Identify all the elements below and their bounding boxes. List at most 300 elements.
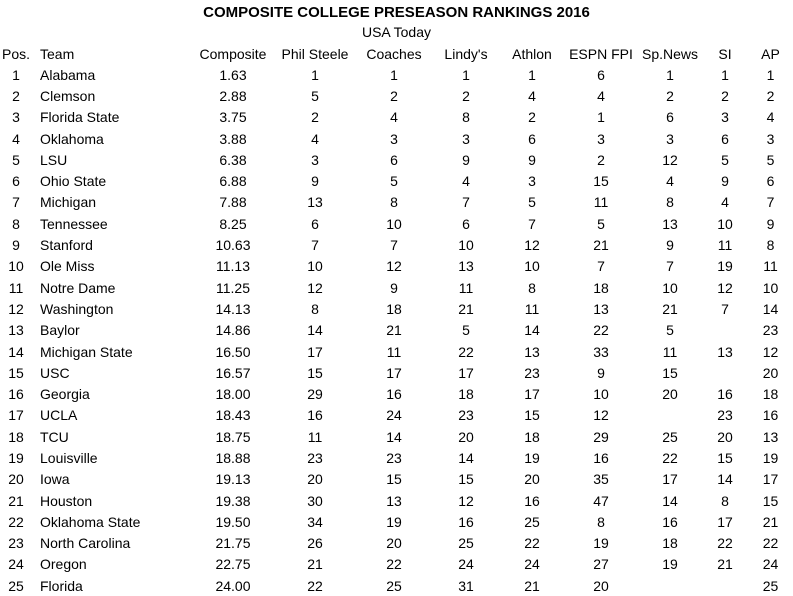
table-row	[0, 234, 793, 255]
cell-athlon: 22	[524, 535, 540, 552]
table-row	[0, 149, 793, 170]
cell-coaches: 8	[390, 194, 398, 211]
cell-espn-fpi: 8	[597, 513, 605, 530]
cell-espn-fpi: 19	[593, 535, 609, 552]
column-header-pos: Pos.	[1, 45, 30, 62]
table-row	[0, 213, 793, 234]
cell-espn-fpi: 2	[597, 151, 605, 168]
cell-si: 11	[717, 237, 733, 254]
cell-espn-fpi: 21	[593, 237, 609, 254]
cell-si: 15	[717, 449, 733, 466]
cell-lindys: 13	[458, 258, 474, 275]
cell-composite: 1.63	[219, 66, 247, 83]
cell-ap: 2	[766, 87, 775, 104]
cell-ap: 14	[762, 300, 779, 317]
cell-si	[702, 575, 748, 596]
cell-phil-steele: 26	[307, 535, 323, 552]
cell-espn-fpi: 10	[593, 386, 609, 403]
cell-team: Oklahoma State	[40, 513, 141, 530]
cell-espn-fpi: 47	[593, 492, 609, 509]
cell-coaches: 4	[390, 109, 398, 126]
cell-lindys: 21	[458, 300, 474, 317]
cell-coaches: 11	[386, 343, 402, 360]
cell-team: Michigan	[40, 194, 97, 211]
cell-lindys: 12	[458, 492, 474, 509]
cell-sp-news: 19	[662, 556, 678, 573]
table-body	[0, 64, 793, 596]
cell-phil-steele: 11	[307, 428, 323, 445]
cell-ap: 11	[763, 258, 778, 275]
column-header-si: SI	[718, 45, 732, 62]
cell-si: 12	[717, 279, 733, 296]
cell-coaches: 13	[386, 492, 402, 509]
cell-coaches: 19	[386, 513, 402, 530]
cell-pos: 1	[12, 66, 20, 83]
cell-lindys: 10	[458, 237, 474, 254]
cell-sp-news: 15	[662, 364, 678, 381]
cell-phil-steele: 20	[307, 471, 323, 488]
cell-espn-fpi: 29	[593, 428, 609, 445]
cell-athlon: 14	[524, 322, 540, 339]
table-row	[0, 128, 793, 149]
cell-pos: 7	[12, 194, 20, 211]
cell-espn-fpi: 35	[593, 471, 609, 488]
cell-composite: 18.75	[215, 428, 251, 445]
cell-team: Oregon	[40, 556, 87, 573]
cell-phil-steele: 3	[311, 151, 319, 168]
cell-espn-fpi: 4	[597, 87, 605, 104]
cell-coaches: 25	[386, 577, 402, 594]
cell-ap: 16	[762, 407, 779, 424]
table-row	[0, 469, 793, 490]
cell-coaches: 7	[390, 237, 398, 254]
cell-coaches: 9	[390, 279, 398, 296]
cell-composite: 6.38	[219, 151, 247, 168]
cell-espn-fpi: 13	[593, 300, 609, 317]
cell-ap: 9	[766, 215, 775, 232]
cell-si: 19	[717, 258, 733, 275]
cell-phil-steele: 1	[311, 66, 319, 83]
cell-pos: 2	[12, 87, 20, 104]
cell-lindys: 14	[458, 449, 474, 466]
cell-team: UCLA	[40, 407, 78, 424]
cell-composite: 8.25	[219, 215, 247, 232]
cell-sp-news: 22	[662, 449, 678, 466]
cell-team: Iowa	[40, 471, 70, 488]
cell-si: 5	[721, 151, 729, 168]
cell-si: 3	[721, 109, 729, 126]
cell-sp-news: 14	[662, 492, 678, 509]
cell-composite: 3.88	[219, 130, 247, 147]
cell-pos: 20	[8, 471, 24, 488]
cell-pos: 16	[8, 386, 24, 403]
cell-espn-fpi: 7	[597, 258, 605, 275]
cell-lindys: 23	[458, 407, 474, 424]
cell-athlon: 12	[524, 237, 540, 254]
page-title: COMPOSITE COLLEGE PRESEASON RANKINGS 2016	[203, 4, 590, 21]
cell-team: Oklahoma	[40, 130, 104, 147]
cell-phil-steele: 22	[307, 577, 323, 594]
cell-coaches: 10	[386, 215, 402, 232]
cell-team: Notre Dame	[40, 279, 116, 296]
cell-athlon: 1	[528, 66, 536, 83]
cell-ap: 8	[766, 237, 775, 254]
cell-athlon: 23	[524, 364, 540, 381]
cell-lindys: 11	[458, 279, 474, 296]
cell-coaches: 5	[390, 173, 398, 190]
cell-sp-news: 16	[662, 513, 678, 530]
table-row	[0, 426, 793, 447]
cell-sp-news: 3	[666, 130, 674, 147]
cell-phil-steele: 8	[311, 300, 319, 317]
cell-pos: 5	[12, 151, 20, 168]
cell-si: 22	[717, 535, 733, 552]
cell-pos: 6	[12, 173, 20, 190]
cell-pos: 23	[8, 535, 24, 552]
cell-si: 4	[721, 194, 729, 211]
cell-sp-news: 17	[662, 471, 678, 488]
cell-team: LSU	[40, 151, 68, 168]
cell-lindys: 18	[458, 386, 474, 403]
cell-ap: 7	[766, 194, 775, 211]
cell-composite: 18.00	[215, 386, 251, 403]
cell-athlon: 17	[524, 386, 540, 403]
cell-composite: 16.57	[215, 364, 251, 381]
cell-si: 10	[717, 215, 733, 232]
cell-lindys: 15	[458, 471, 474, 488]
cell-ap: 18	[762, 386, 779, 403]
cell-phil-steele: 9	[311, 173, 319, 190]
cell-si: 21	[717, 556, 733, 573]
cell-si: 14	[717, 471, 733, 488]
cell-sp-news: 18	[662, 535, 678, 552]
cell-composite: 11.13	[216, 258, 250, 275]
cell-lindys: 6	[462, 215, 470, 232]
cell-si: 8	[721, 492, 729, 509]
cell-team: Baylor	[40, 322, 80, 339]
cell-athlon: 19	[524, 449, 540, 466]
cell-composite: 19.13	[215, 471, 251, 488]
cell-espn-fpi: 9	[597, 364, 605, 381]
cell-si: 2	[721, 87, 729, 104]
cell-lindys: 31	[458, 577, 474, 594]
column-header-espn-fpi: ESPN FPI	[569, 45, 633, 62]
column-header-sp-news: Sp.News	[641, 45, 699, 62]
cell-composite: 18.88	[215, 449, 251, 466]
cell-sp-news: 5	[666, 322, 674, 339]
cell-si: 9	[721, 173, 729, 190]
column-header-phil-steele: Phil Steele	[281, 45, 349, 62]
cell-pos: 3	[12, 109, 20, 126]
cell-lindys: 20	[458, 428, 474, 445]
cell-si: 13	[717, 343, 733, 360]
cell-team: Tennessee	[40, 215, 108, 232]
cell-pos: 14	[8, 343, 24, 360]
table-row	[0, 341, 793, 362]
table-row	[0, 405, 793, 426]
cell-athlon: 6	[528, 130, 536, 147]
cell-coaches: 2	[390, 87, 398, 104]
cell-ap: 25	[762, 577, 779, 594]
cell-sp-news: 1	[666, 66, 674, 83]
cell-composite: 19.50	[215, 513, 251, 530]
cell-ap: 12	[762, 343, 779, 360]
cell-composite: 21.75	[215, 535, 251, 552]
table-row	[0, 383, 793, 404]
cell-espn-fpi: 33	[593, 343, 609, 360]
cell-athlon: 25	[524, 513, 540, 530]
table-row	[0, 192, 793, 213]
cell-coaches: 23	[386, 449, 402, 466]
cell-lindys: 8	[462, 109, 470, 126]
cell-athlon: 11	[524, 300, 540, 317]
cell-coaches: 12	[386, 258, 402, 275]
column-header-ap: AP	[761, 45, 780, 62]
cell-si: 1	[721, 66, 729, 83]
cell-sp-news: 9	[666, 237, 674, 254]
cell-si	[702, 320, 748, 341]
cell-ap: 19	[762, 449, 779, 466]
cell-ap: 1	[766, 66, 775, 83]
cell-lindys: 4	[462, 173, 470, 190]
cell-team: TCU	[40, 428, 69, 445]
cell-coaches: 15	[386, 471, 402, 488]
cell-espn-fpi: 6	[597, 66, 605, 83]
cell-phil-steele: 17	[307, 343, 323, 360]
cell-coaches: 20	[386, 535, 402, 552]
cell-si: 6	[721, 130, 729, 147]
cell-pos: 25	[8, 577, 24, 594]
cell-composite: 2.88	[219, 87, 247, 104]
cell-si: 23	[717, 407, 733, 424]
cell-composite: 22.75	[215, 556, 251, 573]
rankings-table	[0, 43, 793, 596]
cell-pos: 24	[8, 556, 24, 573]
table-row	[0, 575, 793, 596]
cell-phil-steele: 14	[307, 322, 323, 339]
cell-lindys: 22	[458, 343, 474, 360]
cell-athlon: 21	[524, 577, 540, 594]
cell-espn-fpi: 27	[593, 556, 609, 573]
cell-ap: 23	[762, 322, 779, 339]
cell-team: Ohio State	[40, 173, 107, 190]
cell-coaches: 3	[390, 130, 398, 147]
cell-pos: 10	[8, 258, 24, 275]
cell-phil-steele: 34	[307, 513, 323, 530]
cell-pos: 21	[8, 492, 24, 509]
cell-composite: 3.75	[219, 109, 247, 126]
cell-team: Michigan State	[40, 343, 133, 360]
cell-sp-news: 12	[662, 151, 678, 168]
cell-lindys: 2	[462, 87, 470, 104]
cell-espn-fpi: 11	[593, 194, 609, 211]
cell-lindys: 7	[462, 194, 470, 211]
cell-team: Stanford	[40, 237, 93, 254]
cell-si: 7	[721, 300, 729, 317]
cell-ap: 24	[762, 556, 779, 573]
cell-phil-steele: 29	[307, 386, 323, 403]
cell-lindys: 24	[458, 556, 474, 573]
cell-espn-fpi: 22	[593, 322, 609, 339]
cell-athlon: 2	[528, 109, 536, 126]
cell-phil-steele: 16	[307, 407, 323, 424]
cell-sp-news: 6	[666, 109, 674, 126]
cell-composite: 24.00	[215, 577, 251, 594]
cell-phil-steele: 21	[307, 556, 323, 573]
column-header-composite: Composite	[199, 45, 267, 62]
cell-coaches: 21	[386, 322, 402, 339]
cell-ap: 3	[766, 130, 775, 147]
table-row	[0, 554, 793, 575]
cell-coaches: 14	[386, 428, 402, 445]
cell-ap: 20	[762, 364, 779, 381]
cell-espn-fpi: 12	[593, 407, 609, 424]
cell-coaches: 22	[386, 556, 402, 573]
cell-lindys: 1	[462, 66, 470, 83]
cell-coaches: 16	[386, 386, 402, 403]
cell-espn-fpi: 3	[597, 130, 605, 147]
cell-sp-news: 25	[662, 428, 678, 445]
cell-sp-news: 2	[666, 87, 674, 104]
table-row	[0, 277, 793, 298]
table-row	[0, 362, 793, 383]
cell-composite: 19.38	[215, 492, 251, 509]
column-header-team: Team	[40, 45, 75, 62]
cell-athlon: 4	[528, 87, 536, 104]
cell-sp-news	[638, 405, 702, 426]
cell-ap: 10	[762, 279, 779, 296]
cell-composite: 7.88	[219, 194, 247, 211]
cell-team: Houston	[40, 492, 93, 509]
cell-lindys: 17	[458, 364, 474, 381]
table-row	[0, 490, 793, 511]
column-header-lindys: Lindy's	[444, 45, 488, 62]
cell-si: 17	[717, 513, 733, 530]
cell-pos: 19	[8, 449, 24, 466]
table-row	[0, 107, 793, 128]
cell-team: North Carolina	[40, 535, 131, 552]
column-header-athlon: Athlon	[512, 45, 552, 62]
cell-phil-steele: 10	[307, 258, 323, 275]
table-row	[0, 298, 793, 319]
cell-team: Washington	[40, 300, 114, 317]
cell-phil-steele: 7	[311, 237, 319, 254]
cell-athlon: 15	[524, 407, 540, 424]
cell-pos: 11	[8, 279, 24, 296]
cell-phil-steele: 2	[311, 109, 319, 126]
cell-lindys: 16	[458, 513, 474, 530]
cell-espn-fpi: 20	[593, 577, 609, 594]
cell-sp-news: 20	[662, 386, 678, 403]
cell-athlon: 7	[528, 215, 536, 232]
cell-athlon: 20	[524, 471, 540, 488]
cell-composite: 18.43	[215, 407, 251, 424]
cell-phil-steele: 5	[311, 87, 319, 104]
cell-phil-steele: 13	[307, 194, 323, 211]
cell-team: Louisville	[40, 449, 98, 466]
cell-sp-news: 4	[666, 173, 674, 190]
cell-composite: 16.50	[215, 343, 251, 360]
table-row	[0, 170, 793, 191]
cell-ap: 15	[762, 492, 779, 509]
cell-athlon: 9	[528, 151, 536, 168]
table-row	[0, 320, 793, 341]
cell-phil-steele: 23	[307, 449, 323, 466]
cell-lindys: 5	[462, 322, 470, 339]
cell-pos: 9	[12, 237, 20, 254]
cell-athlon: 8	[528, 279, 536, 296]
cell-si	[702, 362, 748, 383]
cell-sp-news	[638, 575, 702, 596]
table-row	[0, 447, 793, 468]
cell-espn-fpi: 5	[597, 215, 605, 232]
table-row	[0, 85, 793, 106]
cell-lindys: 3	[462, 130, 470, 147]
cell-team: Clemson	[40, 87, 96, 104]
cell-phil-steele: 12	[307, 279, 323, 296]
cell-athlon: 18	[524, 428, 540, 445]
table-row	[0, 511, 793, 532]
cell-pos: 8	[12, 215, 20, 232]
cell-pos: 12	[8, 300, 24, 317]
column-header-coaches: Coaches	[366, 45, 422, 62]
cell-phil-steele: 6	[311, 215, 319, 232]
cell-sp-news: 13	[662, 215, 678, 232]
cell-composite: 11.25	[216, 279, 250, 296]
table-row	[0, 256, 793, 277]
table-row	[0, 64, 793, 85]
cell-sp-news: 11	[662, 343, 678, 360]
cell-espn-fpi: 16	[593, 449, 609, 466]
cell-sp-news: 7	[666, 258, 674, 275]
cell-si: 20	[717, 428, 733, 445]
cell-team: USC	[40, 364, 70, 381]
cell-ap: 6	[766, 173, 775, 190]
cell-phil-steele: 30	[307, 492, 323, 509]
cell-team: Georgia	[40, 386, 90, 403]
cell-ap: 13	[762, 428, 779, 445]
cell-pos: 18	[8, 428, 24, 445]
cell-pos: 13	[8, 322, 24, 339]
page-subtitle: USA Today	[361, 24, 431, 40]
cell-composite: 14.13	[215, 300, 251, 317]
cell-coaches: 1	[390, 66, 398, 83]
cell-pos: 17	[8, 407, 24, 424]
cell-coaches: 18	[386, 300, 402, 317]
cell-lindys: 25	[458, 535, 474, 552]
cell-composite: 14.86	[215, 322, 251, 339]
cell-pos: 22	[8, 513, 24, 530]
cell-lindys: 9	[462, 151, 470, 168]
cell-phil-steele: 15	[307, 364, 323, 381]
cell-coaches: 24	[386, 407, 402, 424]
cell-composite: 10.63	[215, 237, 251, 254]
cell-sp-news: 8	[666, 194, 674, 211]
cell-pos: 4	[12, 130, 20, 147]
cell-ap: 21	[762, 513, 779, 530]
cell-ap: 4	[766, 109, 775, 126]
cell-sp-news: 10	[662, 279, 678, 296]
cell-athlon: 10	[524, 258, 540, 275]
cell-sp-news: 21	[662, 300, 678, 317]
cell-coaches: 17	[386, 364, 402, 381]
cell-team: Alabama	[40, 66, 96, 83]
cell-coaches: 6	[390, 151, 398, 168]
cell-pos: 15	[8, 364, 24, 381]
cell-athlon: 3	[528, 173, 536, 190]
cell-si: 16	[717, 386, 733, 403]
cell-ap: 17	[762, 471, 779, 488]
